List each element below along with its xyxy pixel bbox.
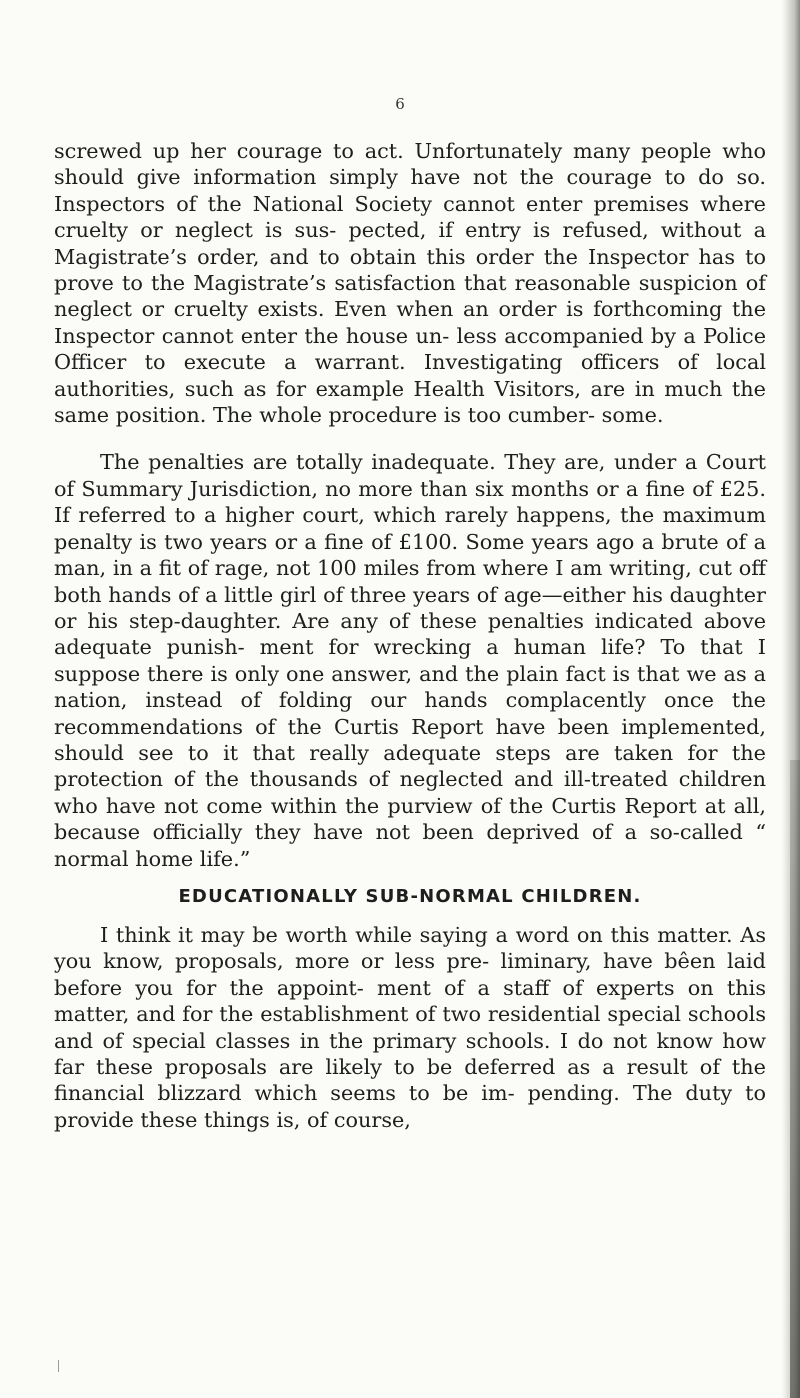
scan-speck: [58, 1360, 59, 1372]
paragraph-subnormal: I think it may be worth while saying a word on this matter. As you know, proposals, more or less pre- liminary, have bêen laid before you for the appoint- ment of a staff of experts on this matter, and for the establishment of two residential special schools and of special classes in the primary schools. I do not know how far these proposals are likely to be deferred as a result of the financial blizzard which seems to be im- pending. The duty to provide these things is, of course,: [54, 922, 766, 1132]
section-heading: EDUCATIONALLY SUB-NORMAL CHILDREN.: [178, 885, 642, 907]
page-number: 6: [395, 95, 405, 113]
paragraph-penalties: The penalties are totally inadequate. They are, under a Court of Summary Jurisdiction, no more than six months or a fine of £25. If referred to a higher court, which rarely happens, the maximum penalty is two years or a fine of £100. Some years ago a brute of a man, in a fit of rage, not 100 miles from where I am writing, cut off both hands of a little girl of three years of age—either his daughter or his step-daughter. Are any of these penalties indicated above adequate punish- ment for wrecking a human life? To that I suppose there is only one answer, and the plain fact is that we as a nation, instead of folding our hands complacently once the recommendations of the Curtis Report have been implemented, should see to it that really adequate steps are taken for the protection of the thousands of neglected and ill-treated children who have not come within the purview of the Curtis Report at all, because officially they have not been deprived of a so-called “ normal home life.”: [54, 450, 766, 871]
paragraph-continued: screwed up her courage to act. Unfortunately many people who should give information simply have not the courage to do so. Inspectors of the National Society cannot enter premises where cruelty or neglect is sus- pected, if entry is refused, without a Magistrate’s order, and to obtain this order the Inspector has to prove to the Magistrate’s satisfaction that reasonable suspicion of neglect or cruelty exists. Even when an order is forthcoming the Inspector cannot enter the house un- less accompanied by a Police Officer to execute a warrant. Investigating officers of local authorities, such as for example Health Visitors, are in much the same position. The whole procedure is too cumber- some.: [54, 139, 766, 428]
body-text: [54, 138, 766, 1133]
page-edge-shadow-lower: [790, 760, 800, 1398]
paragraph-gap: [54, 428, 766, 449]
